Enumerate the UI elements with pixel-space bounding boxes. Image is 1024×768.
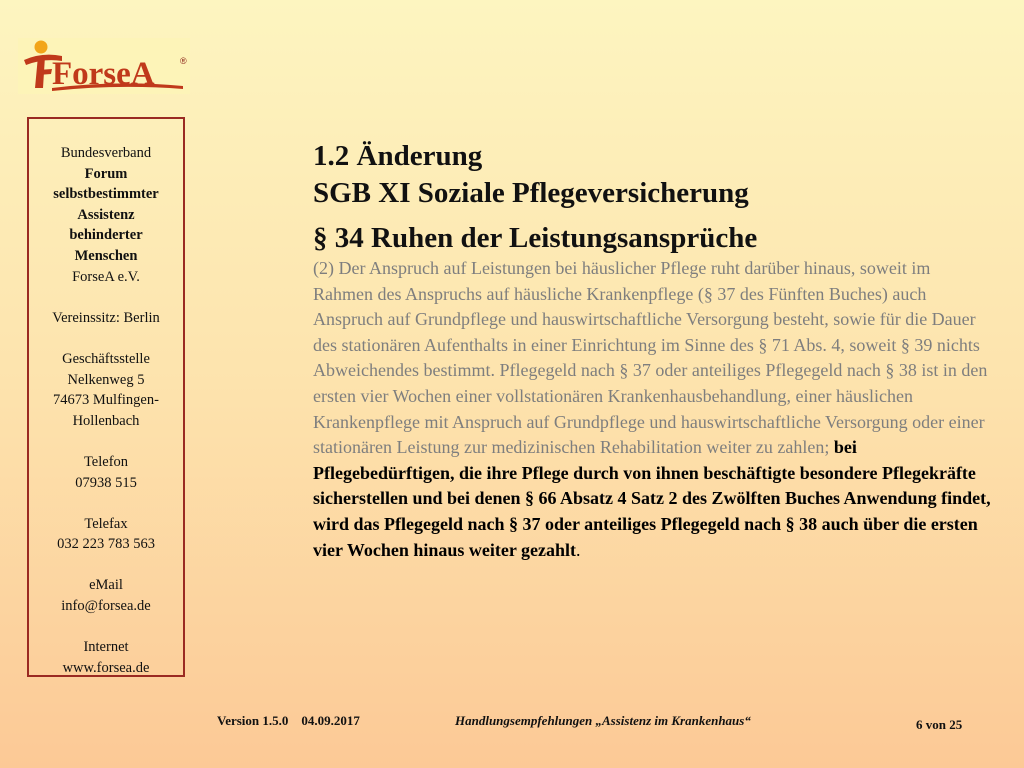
office-label: Geschäftsstelle	[62, 350, 150, 367]
email-address: info@forsea.de	[61, 598, 151, 615]
title-line: SGB XI Soziale Pflegeversicherung	[313, 177, 749, 209]
seat-text: Vereinssitz: Berlin	[52, 309, 160, 326]
logo-wordmark: ForseA	[52, 56, 155, 92]
org-line: Bundesverband	[60, 145, 152, 161]
registered-mark: ®	[180, 56, 187, 66]
web-label: Internet	[83, 639, 129, 656]
footer-version: Version 1.5.0 04.09.2017	[217, 713, 360, 728]
phone-number: 07938 515	[75, 474, 137, 491]
city-text: 74673 Mulfingen-	[53, 392, 159, 409]
page-title	[313, 138, 993, 212]
paragraph-normal-text: (2) Der Anspruch auf Leistungen bei häuslicher Pflege ruht darüber hinaus, soweit im Rahmen des Anspruchs auf häusliche Krankenpflege (§ 37 des Fünften Buches) auch Anspruch auf Grundpflege und hauswirtschaftliche Versorgung besteht, sowie für die Dauer des stationären Aufenthalts in einer Einrichtung im Sinne des § 71 Abs. 4, soweit § 39 nichts Abweichendes bestimmt. Pflegegeld nach § 37 oder anteiliges Pflegegeld nach § 38 ist in den ersten vier Wochen einer vollstationären Krankenhausbehandlung, einer häuslichen Krankenpflege mit Anspruch auf Grundpflege und hauswirtschaftliche Versorgung oder einer stationären Leistung zur medizinischen Rehabilitation weiter zu zahlen;	[313, 258, 988, 458]
section-title: § 34 Ruhen der Leistungsansprüche	[313, 222, 758, 254]
fax-label: Telefax	[84, 515, 128, 532]
law-paragraph	[313, 256, 993, 563]
phone-label: Telefon	[83, 453, 129, 470]
footer-page-number: 6 von 25	[916, 717, 963, 732]
org-name-line: selbstbestimmter	[53, 186, 159, 203]
org-name-line: Forum	[84, 165, 128, 182]
org-short-name: ForseA e.V.	[72, 268, 140, 285]
org-name-line: behinderter	[69, 227, 143, 244]
main-content	[313, 138, 993, 563]
paragraph-end: .	[576, 539, 581, 560]
paragraph-bold-text: bei Pflegebedürftigen, die ihre Pflege durch von ihnen beschäftigte besondere Pflegekräfte sicherstellen und bei denen § 66 Absatz 4 Satz 2 des Zwölften Buches Anwendung findet, wird das Pflegegeld nach § 37 oder anteiliges Pflegegeld nach § 38 auch über die ersten vier Wochen hinaus weiter gezahlt	[313, 437, 991, 560]
street-text: Nelkenweg 5	[67, 371, 145, 388]
city-text: Hollenbach	[72, 412, 140, 429]
footer-doc-title: Handlungsempfehlungen „Assistenz im Krankenhaus“	[455, 713, 751, 728]
fax-number: 032 223 783 563	[57, 536, 155, 553]
forsea-logo	[18, 38, 190, 94]
web-address: www.forsea.de	[62, 659, 150, 676]
org-name-line: Menschen	[74, 247, 138, 264]
org-name-line: Assistenz	[77, 206, 135, 223]
email-label: eMail	[89, 577, 123, 594]
title-line: 1.2 Änderung	[313, 140, 483, 172]
contact-sidebar	[27, 117, 185, 677]
